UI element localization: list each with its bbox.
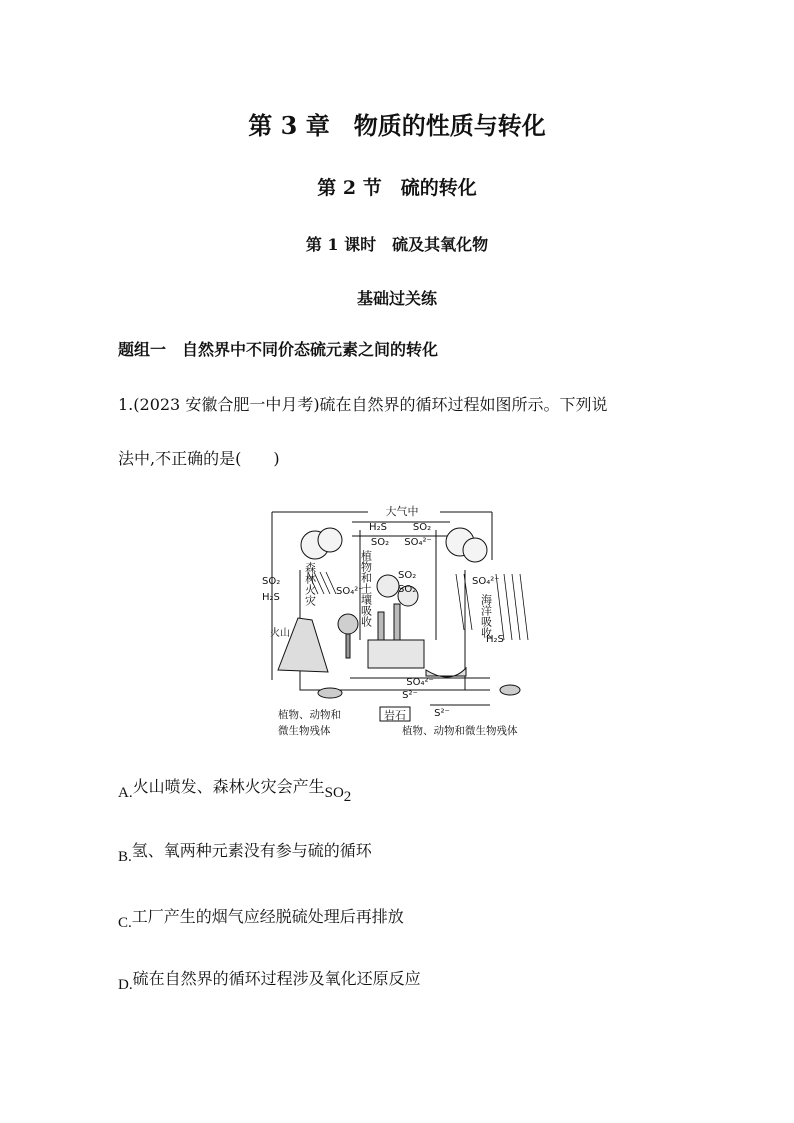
- label-so2-top: SO₂: [412, 522, 432, 533]
- option-b-text: 氢、氧两种元素没有参与硫的循环: [131, 841, 372, 860]
- label-h2s-left: H₂S: [262, 592, 280, 603]
- label-so4-top: SO₄²⁻: [404, 537, 432, 548]
- section-title: 第 2 节 硫的转化: [317, 177, 477, 199]
- practice-heading: 基础过关练: [356, 289, 437, 308]
- label-so4-bottom: SO₄²⁻: [406, 677, 434, 688]
- label-s2-right: S²⁻: [434, 708, 450, 719]
- label-so4-mid: SO₄²⁻: [336, 586, 364, 597]
- label-forest-fire: 森林火灾: [303, 562, 317, 606]
- sulfur-cycle-diagram: [260, 500, 544, 742]
- option-a-formula: SO: [324, 785, 344, 801]
- label-so2-left: SO₂: [262, 576, 281, 587]
- label-plant-soil: 植物和土壤吸收: [359, 550, 373, 627]
- option-b[interactable]: [118, 838, 372, 865]
- option-a-subscript: 2: [343, 789, 352, 806]
- option-d-letter: D.: [118, 977, 133, 993]
- option-a-text: 火山喷发、森林火灾会产生: [132, 777, 325, 796]
- label-h2s-right: H₂S: [486, 634, 504, 645]
- option-c-letter: C.: [118, 915, 132, 931]
- label-h2s-top: H₂S: [369, 522, 387, 533]
- question-group-title: 题组一 自然界中不同价态硫元素之间的转化: [118, 340, 439, 359]
- option-c[interactable]: [118, 904, 404, 931]
- question-text-line-2: 法中,不正确的是( ): [118, 449, 280, 468]
- label-atmosphere: 大气中: [385, 505, 419, 518]
- label-so2-mid: SO₂: [370, 537, 390, 548]
- option-a[interactable]: [118, 774, 352, 806]
- question-text-line-1: 1.(2023 安徽合肥一中月考)硫在自然界的循环过程如图所示。下列说: [118, 395, 608, 414]
- label-so2-smoke-a: SO₂: [398, 570, 417, 581]
- label-ocean: 海洋吸收: [479, 594, 493, 638]
- option-a-letter: A.: [118, 785, 133, 801]
- lesson-title: 第 1 课时 硫及其氧化物: [305, 235, 489, 254]
- label-so2-smoke-b: SO₂: [398, 584, 417, 595]
- label-volcano: 火山: [270, 628, 290, 639]
- option-b-letter: B.: [118, 849, 132, 865]
- label-s2-bottom: S²⁻: [402, 690, 418, 701]
- option-d-text: 硫在自然界的循环过程涉及氧化还原反应: [132, 969, 421, 988]
- label-residue-left-2: 微生物残体: [278, 725, 331, 737]
- label-residue-left-1: 植物、动物和: [278, 709, 341, 721]
- label-residue-right: 植物、动物和微生物残体: [402, 725, 518, 737]
- label-so4-rain: SO₄²⁻: [472, 576, 500, 587]
- option-d[interactable]: [118, 966, 421, 993]
- option-c-text: 工厂产生的烟气应经脱硫处理后再排放: [131, 907, 404, 926]
- chapter-title: 第 3 章 物质的性质与转化: [248, 111, 546, 140]
- label-rock: 岩石: [384, 709, 406, 722]
